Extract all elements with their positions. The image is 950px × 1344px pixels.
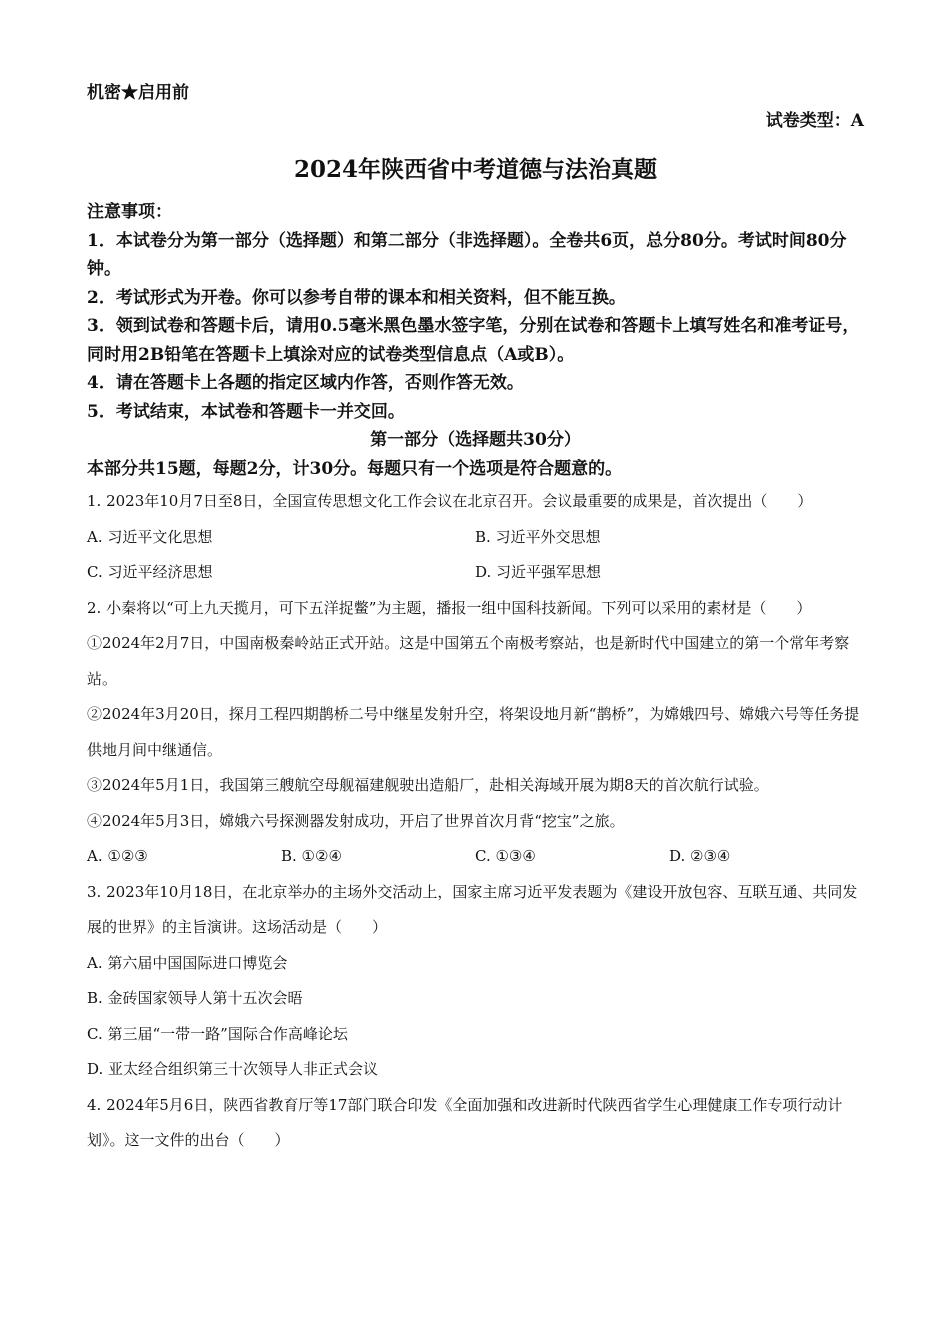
question-3-option-c: C. 第三届“一带一路”国际合作高峰论坛 xyxy=(87,1024,348,1043)
part1-intro: 本部分共15题，每题2分，计30分。每题只有一个选项是符合题意的。 xyxy=(87,459,623,479)
question-3-option-a: A. 第六届中国国际进口博览会 xyxy=(87,953,288,972)
question-3-option-b: B. 金砖国家领导人第十五次会晤 xyxy=(87,989,303,1007)
exam-title: 2024年陕西省中考道德与法治真题 xyxy=(293,156,657,183)
notice-item-5: 5．考试结束，本试卷和答题卡一并交回。 xyxy=(87,401,405,422)
question-2-option-a: A. ①②③ xyxy=(87,847,148,865)
question-2-option-c: C. ①③④ xyxy=(475,847,536,865)
notice-item-2: 2．考试形式为开卷。你可以参考自带的课本和相关资料，但不能互换。 xyxy=(87,287,626,308)
paper-type-label: 试卷类型：A xyxy=(765,111,864,131)
confidential-label: 机密★启用前 xyxy=(87,83,189,103)
question-2-statement-3: ③2024年5月1日，我国第三艘航空母舰福建舰驶出造船厂，赴相关海域开展为期8天的首次航行试验。 xyxy=(87,776,769,794)
exam-page xyxy=(87,80,864,1159)
question-4 xyxy=(87,1088,864,1159)
question-1 xyxy=(87,484,864,520)
question-1-option-c: C. 习近平经济思想 xyxy=(87,563,213,581)
question-1-options-row1 xyxy=(87,520,864,556)
question-1-option-a: A. 习近平文化思想 xyxy=(87,527,213,546)
question-3 xyxy=(87,875,864,1088)
question-3-option-d: D. 亚太经合组织第三十次领导人非正式会议 xyxy=(87,1060,379,1078)
notice-item-1: 1．本试卷分为第一部分（选择题）和第二部分（非选择题）。全卷共6页，总分80分。考试时间80分钟。 xyxy=(87,230,847,279)
question-2-options xyxy=(87,839,864,875)
question-2-statement-2: ②2024年3月20日，探月工程四期鹊桥二号中继星发射升空，将架设地月新“鹊桥”，为嫦娥四号、嫦娥六号等任务提供地月间中继通信。 xyxy=(87,705,860,759)
notice-item-3: 3．领到试卷和答题卡后，请用0.5毫米黑色墨水签字笔，分别在试卷和答题卡上填写姓名和准考证号，同时用2B铅笔在答题卡上填涂对应的试卷类型信息点（A或B）。 xyxy=(87,316,860,365)
question-2-statement-1: ①2024年2月7日，中国南极秦岭站正式开站。这是中国第五个南极考察站，也是新时代中国建立的第一个常年考察站。 xyxy=(87,634,850,688)
notice-heading: 注意事项： xyxy=(87,202,172,222)
question-1-option-d: D. 习近平强军思想 xyxy=(475,563,602,581)
question-2 xyxy=(87,591,864,840)
notice-item-4: 4．请在答题卡上各题的指定区域内作答，否则作答无效。 xyxy=(87,373,524,393)
question-1-stem: 1. 2023年10月7日至8日，全国宣传思想文化工作会议在北京召开。会议最重要的成果是，首次提出（ ） xyxy=(87,492,813,510)
question-2-option-d: D. ②③④ xyxy=(669,847,731,865)
question-1-option-b: B. 习近平外交思想 xyxy=(475,527,601,546)
notice-section xyxy=(87,198,864,426)
question-2-stem: 2. 小秦将以“可上九天揽月，可下五洋捉鳖”为主题，播报一组中国科技新闻。下列可以采用的素材是（ ） xyxy=(87,598,812,617)
question-1-options-row2 xyxy=(87,555,864,591)
part1-heading: 第一部分（选择题共30分） xyxy=(370,430,581,450)
question-2-option-b: B. ①②④ xyxy=(281,847,342,865)
question-2-statement-4: ④2024年5月3日，嫦娥六号探测器发射成功，开启了世界首次月背“挖宝”之旅。 xyxy=(87,811,625,830)
question-3-stem: 3. 2023年10月18日，在北京举办的主场外交活动上，国家主席习近平发表题为《建设开放包容、互联互通、共同发展的世界》的主旨演讲。这场活动是（ ） xyxy=(87,882,858,936)
question-4-stem: 4. 2024年5月6日，陕西省教育厅等17部门联合印发《全面加强和改进新时代陕西省学生心理健康工作专项行动计划》。这一文件的出台（ ） xyxy=(87,1095,843,1149)
